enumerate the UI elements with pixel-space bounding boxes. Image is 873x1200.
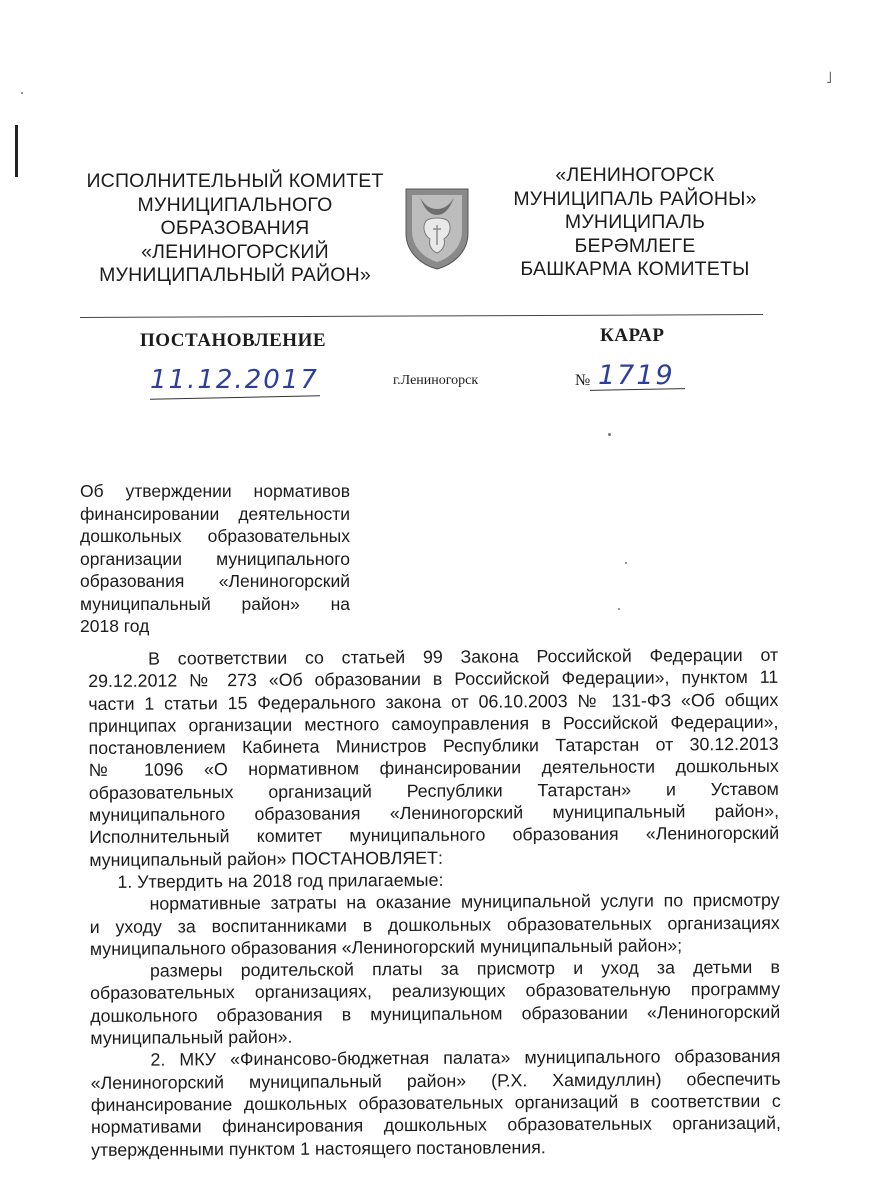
body-line: нормативами финансирования дошкольных образовательных организаций, <box>90 1113 781 1138</box>
header-divider <box>80 314 763 318</box>
body-line: № 1096 «О нормативном финансировании деятельности дошкольных <box>88 756 779 781</box>
header-line: БАШКАРМА КОМИТЕТЫ <box>520 258 750 280</box>
header-line: МУНИЦИПАЛЬ РАЙОНЫ» <box>513 187 757 210</box>
body-line: нормативные затраты на оказание муниципальной услуги по присмотру <box>149 890 780 914</box>
document-city: г.Лениногорск <box>393 373 479 388</box>
header-line: ОБРАЗОВАНИЯ <box>160 217 310 239</box>
header-line: МУНИЦИПАЛЬ <box>564 211 706 233</box>
item-1 <box>89 867 780 1050</box>
subject-line: 2018 год <box>80 616 150 636</box>
coat-of-arms-icon <box>400 185 474 271</box>
scan-speck <box>608 433 611 436</box>
body-line: «Лениногорский муниципальный район» (Р.Х. Хамидуллин) обеспечить <box>90 1068 781 1093</box>
body-line: части 1 статьи 15 Федерального закона от 06.10.2003 № 131-ФЗ «Об общих <box>88 689 779 714</box>
scan-speck <box>618 608 620 610</box>
body-line: образовательных организациях, реализующих образовательную программу <box>90 979 781 1004</box>
document-body <box>88 644 781 1161</box>
document-type-ru: ПОСТАНОВЛЕНИЕ <box>140 330 327 351</box>
number-sign: № <box>575 372 591 389</box>
body-line: утвержденными пунктом 1 настоящего постановления. <box>91 1136 546 1160</box>
item-2 <box>90 1045 781 1161</box>
body-line: постановлением Кабинета Министров Республики Татарстан от 30.12.2013 <box>88 733 779 759</box>
scan-speck <box>625 562 627 564</box>
subject-line: Об утверждении нормативов <box>80 481 350 501</box>
document-number: 1719 <box>598 360 675 391</box>
body-line: и уходу за воспитанниками в дошкольных образовательных организациях <box>89 912 780 937</box>
body-line: 29.12.2012 № 273 «Об образовании в Российской Федерации», пунктом 11 <box>88 667 779 692</box>
header-line: БЕРӘМЛЕГЕ <box>574 234 696 257</box>
header-line: ИСПОЛНИТЕЛЬНЫЙ КОМИТЕТ <box>86 170 384 192</box>
preamble-paragraph <box>88 644 779 871</box>
subject-line: организации муниципального <box>80 548 350 569</box>
body-line: муниципального образования «Лениногорский муниципальный район»; <box>89 935 683 959</box>
document-subject <box>80 480 350 638</box>
item-1-title: 1. Утвердить на 2018 год прилагаемые: <box>117 869 444 892</box>
header-line: МУНИЦИПАЛЬНЫЙ РАЙОН» <box>99 264 371 286</box>
date-underline <box>150 395 320 400</box>
header-organization-tt <box>505 164 765 282</box>
subject-line: муниципальный район» на <box>80 593 350 614</box>
body-line: муниципального образования «Лениногорский муниципальный район», <box>88 800 780 826</box>
subject-line: образования «Лениногорский <box>80 571 350 591</box>
header-line: «ЛЕНИНОГОРСК <box>555 164 715 186</box>
subject-line: финансировании деятельности <box>80 503 350 524</box>
body-line: дошкольного образования в муниципальном образовании «Лениногорский <box>90 1001 781 1026</box>
header-line: «ЛЕНИНОГОРСКИЙ <box>141 240 329 263</box>
body-line: Исполнительный комитет муниципального образования «Лениногорский <box>89 823 780 848</box>
document-date: 11.12.2017 <box>150 365 319 395</box>
binding-mark <box>15 125 18 177</box>
header-line: МУНИЦИПАЛЬНОГО <box>137 193 333 216</box>
body-line: 2. МКУ «Финансово-бюджетная палата» муниципального образования <box>150 1046 781 1070</box>
scan-mark: ˩ <box>826 70 833 87</box>
body-line: финансирование дошкольных образовательных организаций в соответствии с <box>90 1090 781 1115</box>
body-line: размеры родительской платы за присмотр и уход за детьми в <box>149 956 781 981</box>
body-line: образовательных организаций Республики Татарстан» и Уставом <box>88 778 779 803</box>
body-line: В соответствии со статьей 99 Закона Российской Федерации от <box>148 644 779 669</box>
scan-speck <box>21 92 23 94</box>
document-type-tt: КАРАР <box>600 325 665 346</box>
body-line: принципах организации местного самоуправления в Российской Федерации», <box>88 711 779 736</box>
body-line: муниципальный район». <box>90 1026 293 1049</box>
header-organization-ru <box>70 170 400 288</box>
subject-line: дошкольных образовательных <box>80 526 350 546</box>
body-line: муниципальный район» ПОСТАНОВЛЯЕТ: <box>89 847 443 870</box>
